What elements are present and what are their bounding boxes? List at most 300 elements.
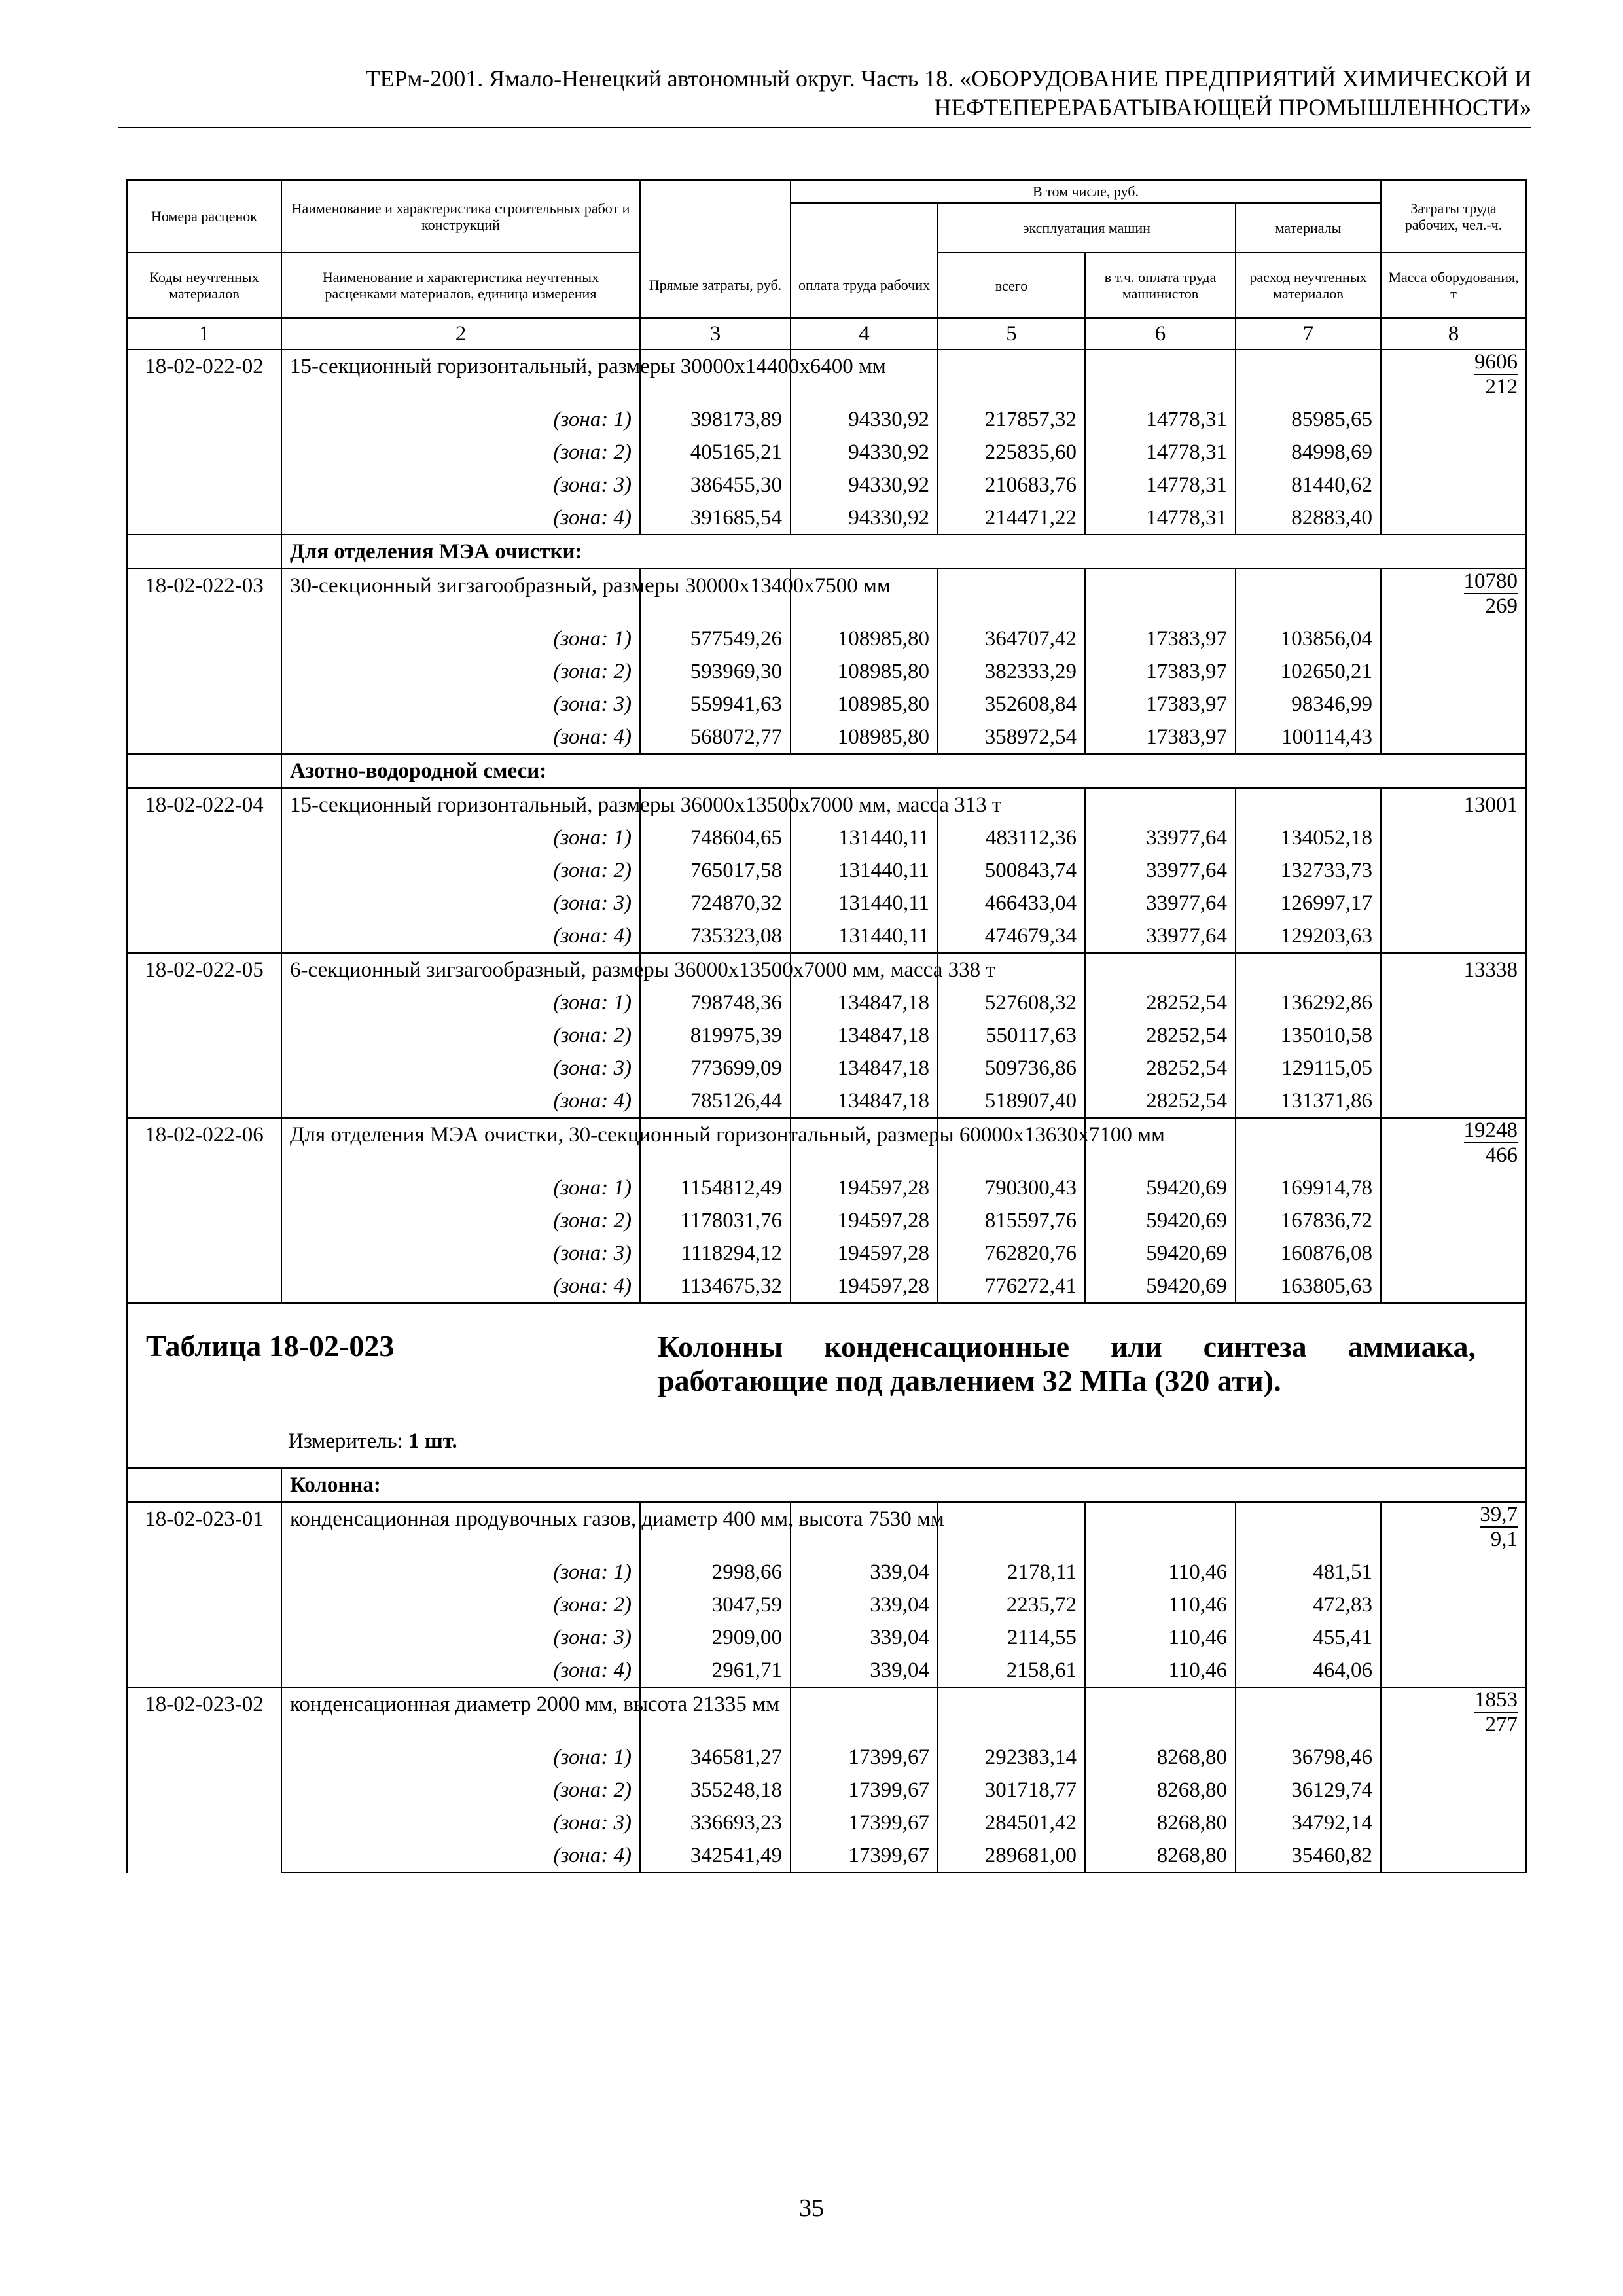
rate-description: конденсационная диаметр 2000 мм, высота 21335 мм [281, 1687, 640, 1741]
cost-value: 134847,18 [791, 1019, 938, 1052]
mass-cell [1381, 569, 1526, 622]
rate-row [127, 1687, 1526, 1741]
cost-value: 108985,80 [791, 721, 938, 754]
cost-value: 2961,71 [640, 1654, 791, 1687]
column-number: 2 [281, 318, 640, 350]
column-number: 6 [1085, 318, 1236, 350]
section-heading: Азотно-водородной смеси: [281, 754, 1526, 788]
cost-value: 85985,65 [1236, 403, 1381, 436]
cost-value: 194597,28 [791, 1270, 938, 1303]
cost-value: 289681,00 [938, 1839, 1085, 1873]
cost-value: 2114,55 [938, 1621, 1085, 1654]
mass-cell [1381, 788, 1526, 821]
empty-cell [1381, 622, 1526, 655]
cost-value: 217857,32 [938, 403, 1085, 436]
zone-row [127, 1019, 1526, 1052]
rate-description: 6-секционный зигзагообразный, размеры 36000х13500х7000 мм, масса 338 т [281, 953, 640, 986]
cost-value: 339,04 [791, 1588, 938, 1621]
rate-code: 18-02-023-01 [127, 1502, 281, 1687]
page-number: 35 [799, 2195, 824, 2222]
empty-cell [1085, 350, 1236, 403]
cost-value: 28252,54 [1085, 986, 1236, 1019]
cost-value: 509736,86 [938, 1052, 1085, 1085]
cost-value: 8268,80 [1085, 1839, 1236, 1873]
cost-value: 773699,09 [640, 1052, 791, 1085]
empty-cell [1381, 986, 1526, 1019]
column-number: 8 [1381, 318, 1526, 350]
col-head-total: всего [938, 253, 1085, 318]
cost-value: 391685,54 [640, 501, 791, 535]
zone-label: (зона: 4) [281, 1654, 640, 1687]
rate-code: 18-02-022-06 [127, 1118, 281, 1303]
zone-label: (зона: 2) [281, 655, 640, 688]
cost-value: 134052,18 [1236, 821, 1381, 854]
empty-cell [1381, 688, 1526, 721]
column-number: 5 [938, 318, 1085, 350]
cost-value: 466433,04 [938, 887, 1085, 920]
empty-cell [1381, 436, 1526, 469]
cost-value: 135010,58 [1236, 1019, 1381, 1052]
cost-value: 481,51 [1236, 1556, 1381, 1588]
cost-value: 169914,78 [1236, 1172, 1381, 1204]
cost-value: 102650,21 [1236, 655, 1381, 688]
cost-value: 559941,63 [640, 688, 791, 721]
cost-value: 483112,36 [938, 821, 1085, 854]
cost-value: 292383,14 [938, 1741, 1085, 1774]
zone-label: (зона: 1) [281, 622, 640, 655]
zone-row [127, 854, 1526, 887]
cost-value: 163805,63 [1236, 1270, 1381, 1303]
cost-value: 14778,31 [1085, 436, 1236, 469]
cost-value: 59420,69 [1085, 1204, 1236, 1237]
zone-row [127, 1556, 1526, 1588]
empty-cell [1381, 1172, 1526, 1204]
cost-value: 3047,59 [640, 1588, 791, 1621]
cost-value: 2178,11 [938, 1556, 1085, 1588]
cost-value: 210683,76 [938, 469, 1085, 501]
empty-cell [1381, 1270, 1526, 1303]
empty-cell [1381, 469, 1526, 501]
rate-row [127, 1118, 1526, 1172]
cost-value: 765017,58 [640, 854, 791, 887]
cost-value: 194597,28 [791, 1237, 938, 1270]
empty-cell [1381, 403, 1526, 436]
cost-value: 28252,54 [1085, 1019, 1236, 1052]
zone-label: (зона: 1) [281, 1172, 640, 1204]
empty-cell [1381, 1774, 1526, 1806]
table-meter [288, 1428, 457, 1454]
cost-value: 472,83 [1236, 1588, 1381, 1621]
cost-value: 136292,86 [1236, 986, 1381, 1019]
cost-value: 100114,43 [1236, 721, 1381, 754]
mass-value: 212 [1485, 375, 1518, 399]
cost-value: 2235,72 [938, 1588, 1085, 1621]
cost-value: 36129,74 [1236, 1774, 1381, 1806]
cost-value: 577549,26 [640, 622, 791, 655]
cost-value: 474679,34 [938, 920, 1085, 953]
cost-value: 110,46 [1085, 1588, 1236, 1621]
cost-value: 84998,69 [1236, 436, 1381, 469]
zone-row [127, 1204, 1526, 1237]
cost-value: 131440,11 [791, 821, 938, 854]
empty-cell [1236, 1502, 1381, 1556]
cost-value: 1118294,12 [640, 1237, 791, 1270]
cost-value: 352608,84 [938, 688, 1085, 721]
meter-label: Измеритель: [288, 1429, 403, 1453]
mass-fraction [1474, 1688, 1518, 1736]
meter-value: 1 шт. [408, 1429, 457, 1453]
cost-value: 785126,44 [640, 1085, 791, 1118]
cost-value: 108985,80 [791, 688, 938, 721]
column-number: 7 [1236, 318, 1381, 350]
cost-value: 8268,80 [1085, 1741, 1236, 1774]
section-code-cell [127, 1468, 281, 1502]
col-head-direct-blank [640, 180, 791, 253]
rate-code: 18-02-022-03 [127, 569, 281, 754]
cost-value: 131440,11 [791, 887, 938, 920]
cost-value: 17383,97 [1085, 655, 1236, 688]
cost-value: 35460,82 [1236, 1839, 1381, 1873]
cost-value: 225835,60 [938, 436, 1085, 469]
empty-cell [1085, 569, 1236, 622]
rate-description: 15-секционный горизонтальный, размеры 30000х14400х6400 мм [281, 350, 640, 403]
col-head-wages-blank [791, 203, 938, 253]
cost-value: 214471,22 [938, 501, 1085, 535]
empty-cell [1085, 788, 1236, 821]
zone-row [127, 655, 1526, 688]
cost-value: 815597,76 [938, 1204, 1085, 1237]
section-heading: Для отделения МЭА очистки: [281, 535, 1526, 569]
zone-label: (зона: 4) [281, 920, 640, 953]
empty-cell [1381, 1237, 1526, 1270]
cost-value: 14778,31 [1085, 469, 1236, 501]
labor-cost-value: 13338 [1463, 958, 1518, 982]
cost-value: 346581,27 [640, 1741, 791, 1774]
cost-value: 2998,66 [640, 1556, 791, 1588]
rate-description: конденсационная продувочных газов, диаметр 400 мм, высота 7530 мм [281, 1502, 640, 1556]
empty-cell [938, 569, 1085, 622]
cost-value: 94330,92 [791, 501, 938, 535]
zone-label: (зона: 4) [281, 501, 640, 535]
rates-table [126, 179, 1527, 1873]
empty-cell [1236, 953, 1381, 986]
cost-value: 132733,73 [1236, 854, 1381, 887]
zone-row [127, 1621, 1526, 1654]
mass-fraction [1474, 350, 1518, 399]
zone-row [127, 1588, 1526, 1621]
running-header-line-2: НЕФТЕПЕРЕРАБАТЫВАЮЩЕЙ ПРОМЫШЛЕННОСТИ» [934, 94, 1531, 120]
mass-cell [1381, 350, 1526, 403]
zone-row [127, 920, 1526, 953]
rate-description: 15-секционный горизонтальный, размеры 36000х13500х7000 мм, масса 313 т [281, 788, 640, 821]
zone-row [127, 1654, 1526, 1687]
rate-code: 18-02-022-02 [127, 350, 281, 535]
cost-value: 131440,11 [791, 854, 938, 887]
rate-row [127, 953, 1526, 986]
section-code-cell [127, 535, 281, 569]
cost-value: 33977,64 [1085, 821, 1236, 854]
zone-row [127, 501, 1526, 535]
zone-row [127, 1774, 1526, 1806]
empty-cell [1381, 821, 1526, 854]
empty-cell [1236, 1687, 1381, 1741]
col-head-incl-wages: в т.ч. оплата труда машинистов [1085, 253, 1236, 318]
cost-value: 355248,18 [640, 1774, 791, 1806]
header-row-3 [127, 253, 1526, 318]
running-header [118, 64, 1531, 128]
rate-code: 18-02-022-04 [127, 788, 281, 953]
cost-value: 160876,08 [1236, 1237, 1381, 1270]
cost-value: 94330,92 [791, 403, 938, 436]
zone-row [127, 1806, 1526, 1839]
cost-value: 110,46 [1085, 1654, 1236, 1687]
cost-value: 108985,80 [791, 655, 938, 688]
cost-value: 527608,32 [938, 986, 1085, 1019]
col-head-unaccounted-codes: Коды неучтенных материалов [127, 253, 281, 318]
column-number: 1 [127, 318, 281, 350]
rate-row [127, 350, 1526, 403]
cost-value: 129115,05 [1236, 1052, 1381, 1085]
cost-value: 724870,32 [640, 887, 791, 920]
column-numbers-row [127, 318, 1526, 350]
empty-cell [1381, 1621, 1526, 1654]
col-head-codes: Номера расценок [127, 180, 281, 253]
cost-value: 339,04 [791, 1621, 938, 1654]
zone-row [127, 1085, 1526, 1118]
cost-value: 798748,36 [640, 986, 791, 1019]
cost-value: 108985,80 [791, 622, 938, 655]
mass-cell [1381, 1502, 1526, 1556]
zone-label: (зона: 3) [281, 1621, 640, 1654]
cost-value: 593969,30 [640, 655, 791, 688]
rate-description: Для отделения МЭА очистки, 30-секционный горизонтальный, размеры 60000х13630х7100 мм [281, 1118, 640, 1172]
cost-value: 364707,42 [938, 622, 1085, 655]
cost-value: 568072,77 [640, 721, 791, 754]
empty-cell [1085, 1502, 1236, 1556]
header-row-1 [127, 180, 1526, 203]
cost-value: 398173,89 [640, 403, 791, 436]
col-head-mass: Масса оборудования, т [1381, 253, 1526, 318]
mass-fraction [1464, 1119, 1518, 1167]
mass-value: 9,1 [1490, 1528, 1518, 1551]
cost-value: 98346,99 [1236, 688, 1381, 721]
cost-value: 500843,74 [938, 854, 1085, 887]
cost-value: 110,46 [1085, 1556, 1236, 1588]
empty-cell [1381, 1741, 1526, 1774]
cost-value: 1154812,49 [640, 1172, 791, 1204]
mass-cell [1381, 1687, 1526, 1741]
cost-value: 2909,00 [640, 1621, 791, 1654]
column-number: 4 [791, 318, 938, 350]
cost-value: 33977,64 [1085, 887, 1236, 920]
cost-value: 59420,69 [1085, 1237, 1236, 1270]
zone-row [127, 436, 1526, 469]
empty-cell [1381, 1085, 1526, 1118]
cost-value: 386455,30 [640, 469, 791, 501]
empty-cell [1236, 1118, 1381, 1172]
cost-value: 14778,31 [1085, 403, 1236, 436]
mass-fraction [1480, 1503, 1518, 1551]
zone-row [127, 721, 1526, 754]
cost-value: 339,04 [791, 1654, 938, 1687]
cost-value: 103856,04 [1236, 622, 1381, 655]
zone-label: (зона: 2) [281, 436, 640, 469]
zone-row [127, 1237, 1526, 1270]
col-head-incl: В том числе, руб. [791, 180, 1381, 203]
zone-label: (зона: 3) [281, 887, 640, 920]
zone-label: (зона: 2) [281, 1774, 640, 1806]
rate-row [127, 788, 1526, 821]
zone-label: (зона: 2) [281, 1204, 640, 1237]
cost-value: 1178031,76 [640, 1204, 791, 1237]
zone-row [127, 688, 1526, 721]
cost-value: 131440,11 [791, 920, 938, 953]
cost-value: 464,06 [1236, 1654, 1381, 1687]
cost-value: 59420,69 [1085, 1270, 1236, 1303]
labor-cost-value: 13001 [1463, 793, 1518, 817]
section-code-cell [127, 754, 281, 788]
cost-value: 14778,31 [1085, 501, 1236, 535]
zone-label: (зона: 4) [281, 721, 640, 754]
table-number: Таблица 18-02-023 [146, 1329, 395, 1363]
zone-label: (зона: 2) [281, 1588, 640, 1621]
cost-value: 28252,54 [1085, 1085, 1236, 1118]
zone-row [127, 1052, 1526, 1085]
col-head-name: Наименование и характеристика строительных работ и конструкций [281, 180, 640, 253]
col-head-labor: Затраты труда рабочих, чел.-ч. [1381, 180, 1526, 253]
column-number: 3 [640, 318, 791, 350]
cost-value: 33977,64 [1085, 920, 1236, 953]
empty-cell [1085, 1687, 1236, 1741]
empty-cell [1381, 1204, 1526, 1237]
rate-description: 30-секционный зигзагообразный, размеры 30000х13400х7500 мм [281, 569, 640, 622]
cost-value: 336693,23 [640, 1806, 791, 1839]
empty-cell [1381, 501, 1526, 535]
section-row [127, 754, 1526, 788]
cost-value: 776272,41 [938, 1270, 1085, 1303]
table-title: Колонны конденсационные или синтеза аммиака, работающие под давлением 32 МПа (320 ати). [658, 1330, 1476, 1397]
cost-value: 34792,14 [1236, 1806, 1381, 1839]
zone-label: (зона: 1) [281, 986, 640, 1019]
cost-value: 194597,28 [791, 1204, 938, 1237]
empty-cell [791, 1687, 938, 1741]
cost-value: 762820,76 [938, 1237, 1085, 1270]
mass-fraction [1464, 569, 1518, 618]
zone-row [127, 622, 1526, 655]
empty-cell [1381, 721, 1526, 754]
empty-cell [1381, 655, 1526, 688]
cost-value: 82883,40 [1236, 501, 1381, 535]
cost-value: 134847,18 [791, 1052, 938, 1085]
cost-value: 17399,67 [791, 1774, 938, 1806]
empty-cell [1236, 788, 1381, 821]
zone-row [127, 887, 1526, 920]
col-head-materials: материалы [1236, 203, 1381, 253]
section-row [127, 1468, 1526, 1502]
empty-cell [1381, 1654, 1526, 1687]
empty-cell [938, 1502, 1085, 1556]
zone-row [127, 1172, 1526, 1204]
zone-label: (зона: 2) [281, 1019, 640, 1052]
zone-label: (зона: 3) [281, 1237, 640, 1270]
mass-value: 466 [1485, 1143, 1518, 1167]
zone-row [127, 821, 1526, 854]
cost-value: 167836,72 [1236, 1204, 1381, 1237]
cost-value: 382333,29 [938, 655, 1085, 688]
rate-row [127, 1502, 1526, 1556]
rate-code: 18-02-022-05 [127, 953, 281, 1118]
cost-value: 94330,92 [791, 469, 938, 501]
cost-value: 339,04 [791, 1556, 938, 1588]
zone-label: (зона: 3) [281, 1806, 640, 1839]
cost-value: 8268,80 [1085, 1774, 1236, 1806]
cost-value: 81440,62 [1236, 469, 1381, 501]
table-title-cell [127, 1303, 1526, 1468]
mass-cell [1381, 1118, 1526, 1172]
col-head-wages: оплата труда рабочих [791, 253, 938, 318]
cost-value: 94330,92 [791, 436, 938, 469]
cost-value: 17383,97 [1085, 622, 1236, 655]
empty-cell [938, 1687, 1085, 1741]
cost-value: 110,46 [1085, 1621, 1236, 1654]
cost-value: 518907,40 [938, 1085, 1085, 1118]
cost-value: 129203,63 [1236, 920, 1381, 953]
cost-value: 17399,67 [791, 1806, 938, 1839]
cost-value: 342541,49 [640, 1839, 791, 1873]
col-head-direct: Прямые затраты, руб. [640, 253, 791, 318]
labor-cost-value: 19248 [1463, 1119, 1518, 1142]
cost-value: 735323,08 [640, 920, 791, 953]
zone-label: (зона: 1) [281, 403, 640, 436]
cost-value: 33977,64 [1085, 854, 1236, 887]
zone-label: (зона: 3) [281, 469, 640, 501]
running-header-line-1: ТЕРм-2001. Ямало-Ненецкий автономный округ. Часть 18. «ОБОРУДОВАНИЕ ПРЕДПРИЯТИЙ ХИМИЧЕСКОЙ И [365, 65, 1531, 92]
empty-cell [938, 350, 1085, 403]
empty-cell [1381, 1806, 1526, 1839]
cost-value: 550117,63 [938, 1019, 1085, 1052]
labor-cost-value: 9606 [1474, 350, 1518, 374]
col-head-mat-cons: расход неучтенных материалов [1236, 253, 1381, 318]
cost-value: 134847,18 [791, 1085, 938, 1118]
zone-label: (зона: 4) [281, 1085, 640, 1118]
empty-cell [1236, 569, 1381, 622]
zone-label: (зона: 3) [281, 1052, 640, 1085]
mass-value: 269 [1485, 594, 1518, 618]
cost-value: 819975,39 [640, 1019, 791, 1052]
section-row [127, 535, 1526, 569]
cost-value: 358972,54 [938, 721, 1085, 754]
cost-value: 17383,97 [1085, 688, 1236, 721]
zone-row [127, 986, 1526, 1019]
cost-value: 28252,54 [1085, 1052, 1236, 1085]
zone-label: (зона: 3) [281, 688, 640, 721]
rate-row [127, 569, 1526, 622]
zone-label: (зона: 2) [281, 854, 640, 887]
cost-value: 131371,86 [1236, 1085, 1381, 1118]
empty-cell [1085, 953, 1236, 986]
cost-value: 8268,80 [1085, 1806, 1236, 1839]
cost-value: 17399,67 [791, 1741, 938, 1774]
zone-row [127, 1270, 1526, 1303]
cost-value: 301718,77 [938, 1774, 1085, 1806]
zone-label: (зона: 1) [281, 1741, 640, 1774]
section-heading: Колонна: [281, 1468, 1526, 1502]
cost-value: 1134675,32 [640, 1270, 791, 1303]
empty-cell [1381, 1588, 1526, 1621]
cost-value: 134847,18 [791, 986, 938, 1019]
labor-cost-value: 10780 [1463, 569, 1518, 593]
cost-value: 126997,17 [1236, 887, 1381, 920]
